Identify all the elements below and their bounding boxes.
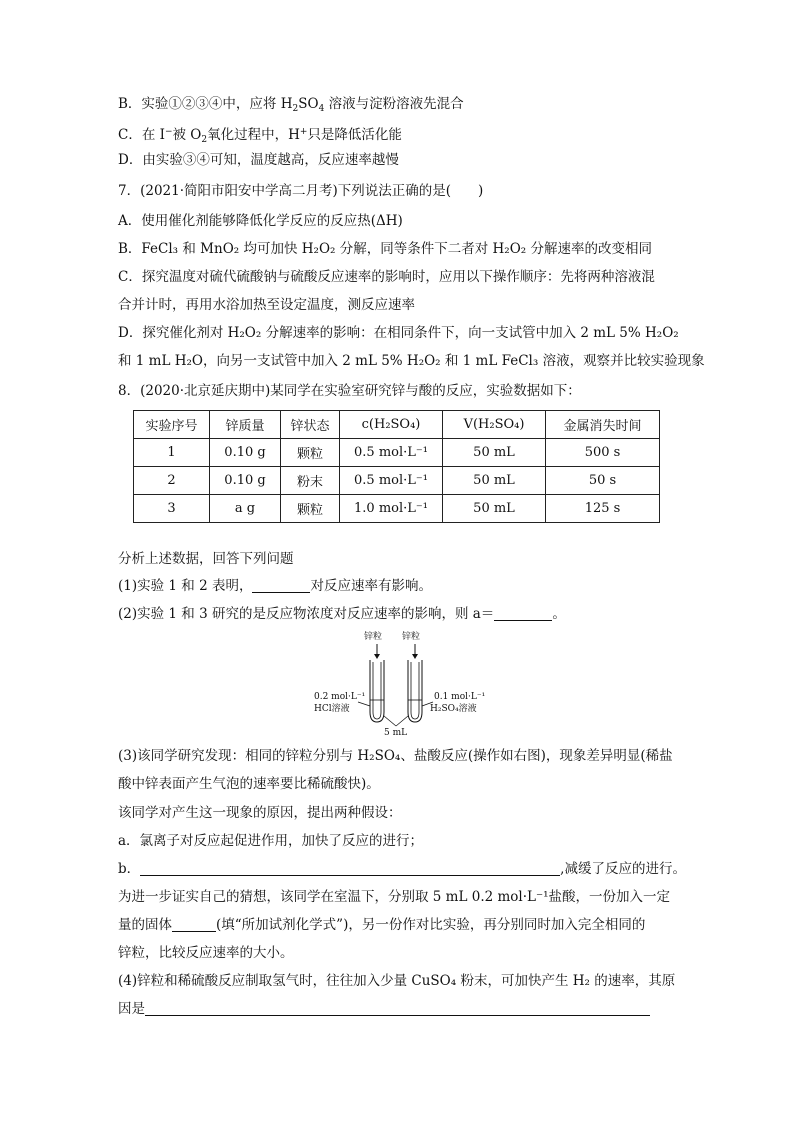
- answer-blank[interactable]: [140, 861, 560, 876]
- header-cell: 实验序号: [134, 411, 210, 439]
- table-cell: a g: [210, 495, 281, 523]
- part-1: (1)实验 1 和 2 表明， 对反应速率有影响。: [118, 578, 432, 594]
- header-cell: c(H₂SO₄): [340, 411, 443, 439]
- question-7-title: 7．(2021·简阳市阳安中学高二月考)下列说法正确的是( ): [118, 183, 484, 199]
- h2so4-concentration-label: 0.1 mol·L⁻¹: [434, 692, 486, 702]
- table-cell: 0.10 g: [210, 467, 281, 495]
- answer-blank[interactable]: [494, 606, 552, 621]
- answer-blank[interactable]: [145, 1001, 650, 1016]
- part-3-line7: 量的固体 (填“所加试剂化学式”)，另一份作对比实验，再分别同时加入完全相同的: [118, 917, 646, 933]
- part-2: (2)实验 1 和 3 研究的是反应物浓度对反应速率的影响，则 a＝ 。: [118, 606, 566, 622]
- table-cell: 1: [134, 439, 210, 467]
- zinc-label-left: 锌粒: [364, 632, 383, 642]
- question-8-title: 8．(2020·北京延庆期中)某同学在实验室研究锌与酸的反应，实验数据如下：: [118, 383, 581, 399]
- test-tube-figure: [300, 630, 500, 740]
- table-cell: 0.10 g: [210, 439, 281, 467]
- table-cell: 0.5 mol·L⁻¹: [340, 439, 443, 467]
- table-cell: 50 mL: [443, 439, 546, 467]
- q7-option-a: A．使用催化剂能够降低化学反应的反应热(ΔH): [118, 213, 403, 229]
- part-3-line2: 酸中锌表面产生气泡的速率要比稀硫酸快)。: [118, 776, 380, 792]
- analyze-prompt: 分析上述数据，回答下列问题: [118, 551, 294, 567]
- table-cell: 50 s: [546, 467, 660, 495]
- q7-option-c-line1: C．探究温度对硫代硫酸钠与硫酸反应速率的影响时，应用以下操作顺序：先将两种溶液混: [118, 269, 655, 285]
- hypothesis-b: b． ,减缓了反应的进行。: [118, 861, 686, 877]
- table-cell: 500 s: [546, 439, 660, 467]
- table-row: [134, 467, 660, 495]
- header-cell: 锌状态: [281, 411, 340, 439]
- q7-option-c-line2: 合并计时，再用水浴加热至设定温度，测反应速率: [118, 297, 415, 313]
- table-cell: 粉末: [281, 467, 340, 495]
- hcl-concentration-label: 0.2 mol·L⁻¹: [314, 692, 366, 702]
- part-3-line8: 锌粒，比较反应速率的大小。: [118, 945, 294, 961]
- part-3-line1: (3)该同学研究发现：相同的锌粒分别与 H₂SO₄、盐酸反应(操作如右图)，现象差异明显(稀盐: [118, 748, 673, 764]
- part-4-line2: 因是: [118, 999, 650, 1019]
- table-cell: 3: [134, 495, 210, 523]
- table-cell: 0.5 mol·L⁻¹: [340, 467, 443, 495]
- test-tube-diagram: [300, 630, 500, 740]
- table-cell: 颗粒: [281, 495, 340, 523]
- option-c: C．在 I−被 $O_2$氧化过程中，H+只是降低活化能: [118, 127, 402, 145]
- header-cell: V(H₂SO₄): [443, 411, 546, 439]
- option-d: D．由实验③④可知，温度越高，反应速率越慢: [118, 152, 399, 168]
- experiment-table: [133, 410, 660, 523]
- table-cell: 1.0 mol·L⁻¹: [340, 495, 443, 523]
- table-cell: 50 mL: [443, 495, 546, 523]
- answer-blank[interactable]: [252, 578, 310, 593]
- volume-label: 5 mL: [384, 728, 408, 738]
- table-row: [134, 495, 660, 523]
- answer-blank[interactable]: [172, 917, 216, 932]
- hcl-solution-label: HCl溶液: [314, 704, 350, 714]
- h2so4-solution-label: H₂SO₄溶液: [430, 704, 477, 714]
- hypothesis-a: a．氯离子对反应起促进作用，加快了反应的进行；: [118, 833, 424, 849]
- header-cell: 锌质量: [210, 411, 281, 439]
- q7-option-d-line2: 和 1 mL H₂O，向另一支试管中加入 2 mL 5% H₂O₂ 和 1 mL FeCl₃ 溶液，观察并比较实验现象: [118, 353, 705, 369]
- part-4-line1: (4)锌粒和稀硫酸反应制取氢气时，往往加入少量 CuSO₄ 粉末，可加快产生 H₂ 的速率，其原: [118, 973, 676, 989]
- table-cell: 2: [134, 467, 210, 495]
- part-3-line6: 为进一步证实自己的猜想，该同学在室温下，分别取 5 mL 0.2 mol·L⁻¹盐酸，一份加入一定: [118, 889, 671, 905]
- zinc-label-right: 锌粒: [402, 632, 421, 642]
- q7-option-d-line1: D．探究催化剂对 H₂O₂ 分解速率的影响：在相同条件下，向一支试管中加入 2 mL 5% H₂O₂: [118, 325, 679, 341]
- q7-option-b: B．FeCl₃ 和 MnO₂ 均可加快 H₂O₂ 分解，同等条件下二者对 H₂O₂ 分解速率的改变相同: [118, 241, 652, 257]
- table-cell: 50 mL: [443, 467, 546, 495]
- hypothesis-intro: 该同学对产生这一现象的原因，提出两种假设：: [118, 805, 402, 821]
- table-header-row: [134, 411, 660, 439]
- table-row: [134, 439, 660, 467]
- header-cell: 金属消失时间: [546, 411, 660, 439]
- table-cell: 颗粒: [281, 439, 340, 467]
- table-cell: 125 s: [546, 495, 660, 523]
- option-b: B．实验①②③④中，应将 $H_2SO_4$ 溶液与淀粉溶液先混合: [118, 96, 464, 114]
